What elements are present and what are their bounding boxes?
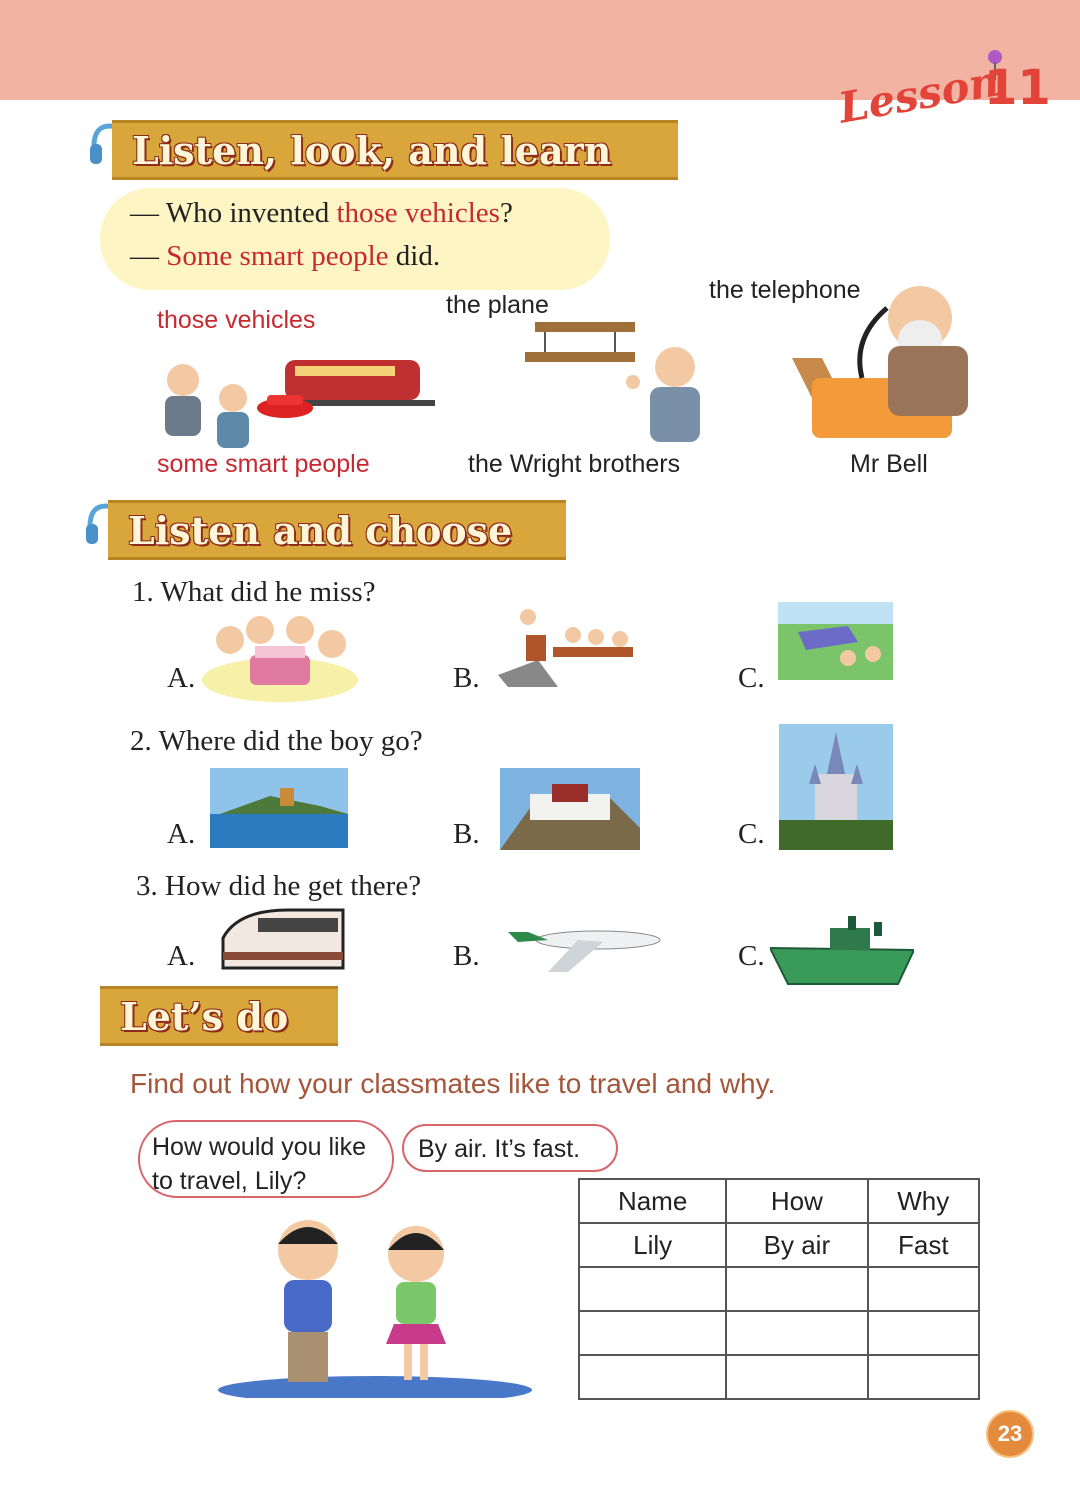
lesson-number: 11	[984, 60, 1051, 116]
page-number-badge: 23	[986, 1410, 1034, 1458]
table-cell: Lily	[579, 1223, 726, 1267]
question-1: 1. What did he miss?	[132, 576, 376, 608]
table-row	[579, 1267, 979, 1311]
caption-those-vehicles: those vehicles	[157, 306, 316, 334]
option-label: C.	[738, 818, 765, 850]
table-cell-blank[interactable]	[579, 1267, 726, 1311]
dialog-highlight: those vehicles	[336, 197, 500, 229]
high-speed-train-picture	[218, 908, 348, 972]
table-cell-blank[interactable]	[868, 1355, 979, 1399]
table-cell: Fast	[868, 1223, 979, 1267]
table-cell-blank[interactable]	[726, 1311, 867, 1355]
airplane-picture	[488, 910, 664, 978]
option-label: B.	[453, 662, 480, 694]
caption-the-telephone: the telephone	[709, 276, 861, 304]
table-header-cell: Why	[868, 1179, 979, 1223]
speech-bubble-girl: By air. It’s fast.	[402, 1124, 618, 1172]
option-label: B.	[453, 940, 480, 972]
section-title-listen-look-learn	[112, 120, 678, 180]
caption-the-plane: the plane	[446, 291, 549, 319]
option-label: A.	[167, 662, 196, 694]
activity-instruction: Find out how your classmates like to travel and why.	[130, 1068, 776, 1099]
section-title-text: Listen, look, and learn	[132, 127, 612, 173]
table-cell-blank[interactable]	[868, 1267, 979, 1311]
ship-picture	[770, 914, 914, 986]
section-title-text: Let’s do	[120, 993, 289, 1039]
section-title-text: Listen and choose	[128, 507, 513, 553]
dialog-text: —	[130, 240, 167, 272]
playground-picture	[778, 602, 893, 680]
table-header-cell: Name	[579, 1179, 726, 1223]
plane-and-wright-brothers-illustration	[515, 312, 700, 447]
dialog-text: ?	[499, 197, 513, 229]
question-2: 2. Where did the boy go?	[130, 725, 423, 757]
dialog-text: — Who invented	[130, 197, 337, 229]
survey-table	[578, 1178, 980, 1400]
option-label: C.	[738, 662, 765, 694]
option-label: A.	[167, 818, 196, 850]
dialog-highlight: Some smart people	[166, 240, 389, 272]
summer-palace-photo	[210, 768, 348, 848]
section-title-lets-do	[100, 986, 338, 1046]
table-cell-blank[interactable]	[726, 1267, 867, 1311]
birthday-party-picture	[200, 610, 360, 702]
caption-mr-bell: Mr Bell	[850, 450, 928, 478]
question-3: 3. How did he get there?	[136, 870, 422, 902]
potala-palace-photo	[500, 768, 640, 850]
option-label: A.	[167, 940, 196, 972]
table-cell-blank[interactable]	[726, 1355, 867, 1399]
table-cell: By air	[726, 1223, 867, 1267]
table-row	[579, 1355, 979, 1399]
dialog-answer	[130, 240, 440, 273]
table-row	[579, 1223, 979, 1267]
caption-some-smart-people: some smart people	[157, 450, 370, 478]
table-cell-blank[interactable]	[579, 1355, 726, 1399]
classroom-picture	[498, 605, 640, 687]
caption-wright-brothers: the Wright brothers	[468, 450, 681, 478]
table-row	[579, 1311, 979, 1355]
table-header-cell: How	[726, 1179, 867, 1223]
section-title-listen-and-choose	[108, 500, 566, 560]
mr-bell-telephone-illustration	[792, 268, 982, 443]
people-and-vehicles-illustration	[155, 340, 440, 450]
dialog-question	[130, 197, 513, 230]
option-label: C.	[738, 940, 765, 972]
table-cell-blank[interactable]	[868, 1311, 979, 1355]
castle-photo	[779, 724, 893, 850]
lesson-label: Lesson	[834, 56, 1004, 133]
option-label: B.	[453, 818, 480, 850]
two-children-illustration	[218, 1210, 532, 1398]
table-cell-blank[interactable]	[579, 1311, 726, 1355]
dialog-text: did.	[388, 240, 441, 272]
table-header-row	[579, 1179, 979, 1223]
speech-bubble-boy: How would you like to travel, Lily?	[138, 1120, 394, 1198]
